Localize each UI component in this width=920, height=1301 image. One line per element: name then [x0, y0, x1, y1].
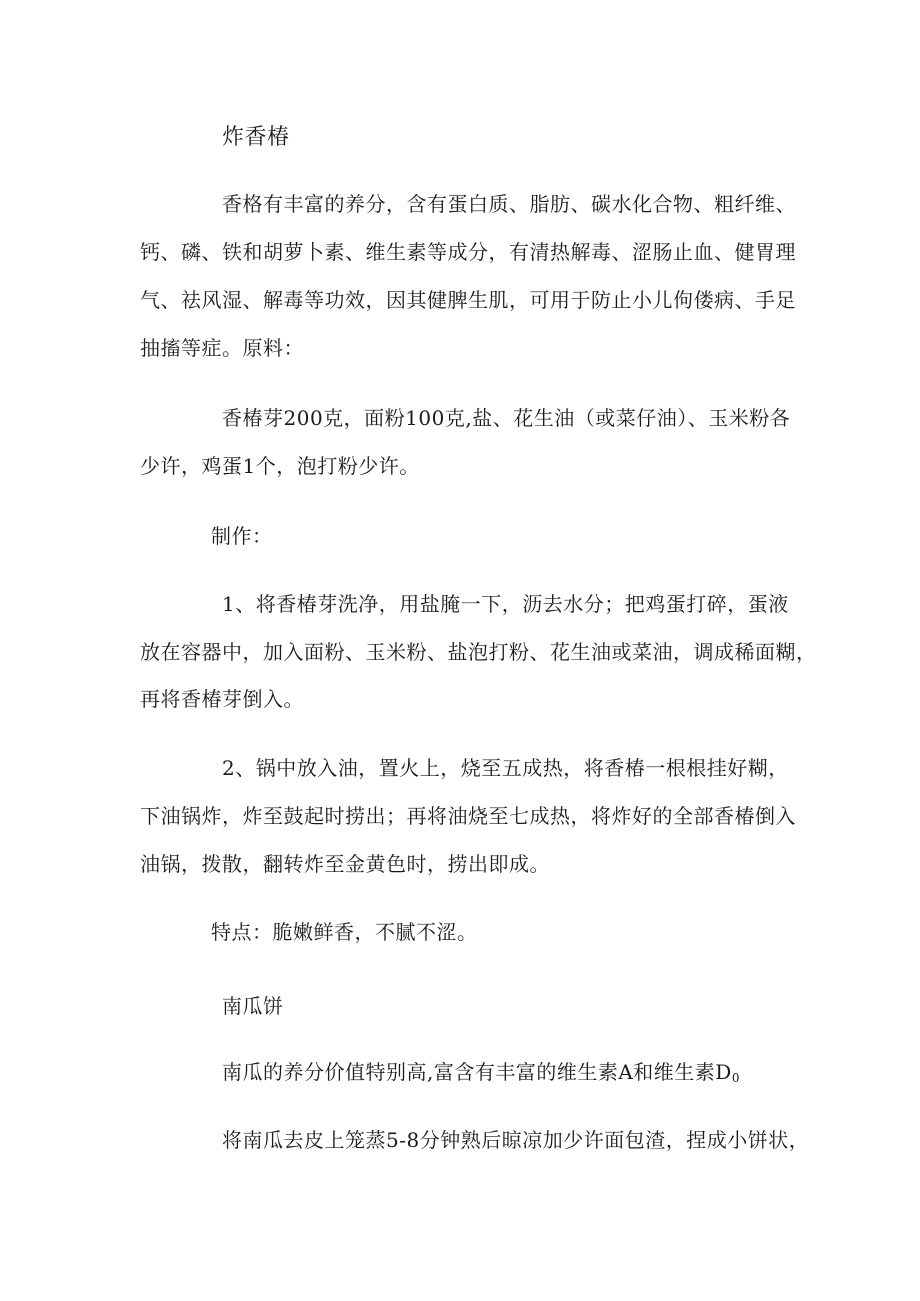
recipe-title-fried-toona: 炸香椿 [222, 125, 290, 150]
method-label: 制作： [211, 524, 273, 548]
step2-line: 油锅，拨散，翻转炸至金黄色时，捞出即成。 [140, 852, 550, 876]
intro-line: 香格有丰富的养分，含有蛋白质、脂肪、碳水化合物、粗纤维、 [222, 192, 796, 216]
feature-line: 特点：脆嫩鲜香，不腻不涩。 [211, 920, 478, 944]
pumpkin-nutrition-text: 南瓜的养分价值特别高,富含有丰富的维生素A和维生素D [222, 1060, 732, 1084]
step1-line: 1、将香椿芽洗净，用盐腌一下，沥去水分；把鸡蛋打碎，蛋液 [222, 592, 789, 616]
vitamin-d-subscript: 0 [731, 1071, 740, 1085]
intro-line: 钙、磷、铁和胡萝卜素、维生素等成分，有清热解毒、涩肠止血、健胃理 [140, 240, 796, 264]
step2-line: 2、锅中放入油，置火上，烧至五成热，将香椿一根根挂好糊， [222, 756, 789, 780]
recipe-title-pumpkin-cake: 南瓜饼 [222, 994, 284, 1018]
ingredients-line: 香椿芽200克，面粉100克,盐、花生油（或菜仔油）、玉米粉各 [222, 406, 791, 430]
pumpkin-step-line: 将南瓜去皮上笼蒸5-8分钟熟后晾凉加少许面包渣，捏成小饼状， [222, 1128, 810, 1152]
step1-line: 放在容器中，加入面粉、玉米粉、盐泡打粉、花生油或菜油，调成稀面糊， [140, 640, 817, 664]
ingredients-line: 少许，鸡蛋1个，泡打粉少许。 [140, 454, 420, 478]
intro-line: 气、祛风湿、解毒等功效，因其健脾生肌，可用于防止小儿佝偻病、手足 [140, 288, 796, 312]
step2-line: 下油锅炸，炸至鼓起时捞出；再将油烧至七成热，将炸好的全部香椿倒入 [140, 804, 796, 828]
pumpkin-nutrition-line [222, 1058, 740, 1092]
intro-line: 抽搐等症。原料： [140, 336, 304, 360]
step1-line: 再将香椿芽倒入。 [140, 687, 304, 711]
